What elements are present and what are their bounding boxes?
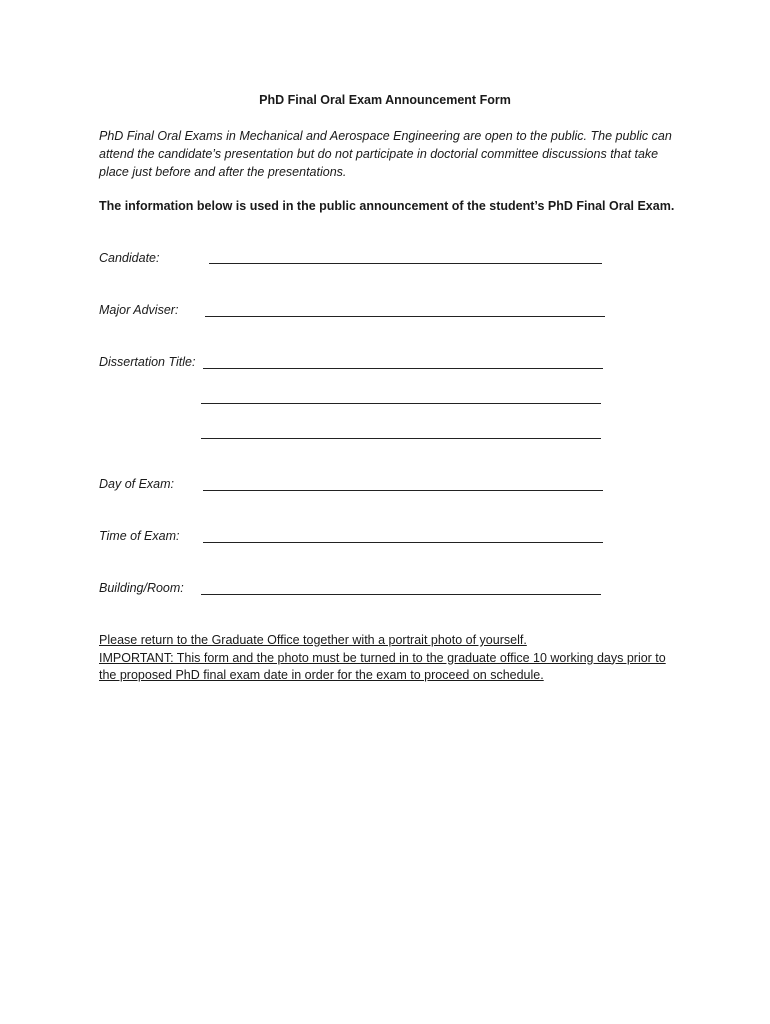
- dissertation-title-label: Dissertation Title:: [99, 355, 196, 369]
- important-notice: IMPORTANT: This form and the photo must be turned in to the graduate office 10 working days prior to the proposed PhD final exam date in order for the exam to proceed on schedule.: [99, 650, 666, 682]
- major-adviser-label: Major Adviser:: [99, 303, 179, 317]
- form-title: PhD Final Oral Exam Announcement Form: [259, 93, 511, 107]
- candidate-label: Candidate:: [99, 251, 160, 265]
- dissertation-title-field-line-1[interactable]: [203, 368, 603, 369]
- announcement-notice: The information below is used in the public announcement of the student’s PhD Final Oral Exam.: [99, 199, 675, 213]
- return-instruction: Please return to the Graduate Office together with a portrait photo of yourself.: [99, 633, 527, 647]
- dissertation-title-field-line-2[interactable]: [201, 403, 601, 404]
- time-of-exam-label: Time of Exam:: [99, 529, 180, 543]
- building-room-field[interactable]: [201, 594, 601, 595]
- dissertation-title-field-line-3[interactable]: [201, 438, 601, 439]
- time-of-exam-field[interactable]: [203, 542, 603, 543]
- day-of-exam-label: Day of Exam:: [99, 477, 175, 491]
- footer-instructions: [99, 632, 679, 685]
- building-room-label: Building/Room:: [99, 581, 184, 595]
- candidate-field[interactable]: [209, 263, 602, 264]
- day-of-exam-field[interactable]: [203, 490, 603, 491]
- major-adviser-field[interactable]: [205, 316, 605, 317]
- intro-paragraph: PhD Final Oral Exams in Mechanical and Aerospace Engineering are open to the public. The public can attend the candidate’s presentation but do not participate in doctorial committee discussions that take place just before and after the presentations.: [99, 129, 672, 179]
